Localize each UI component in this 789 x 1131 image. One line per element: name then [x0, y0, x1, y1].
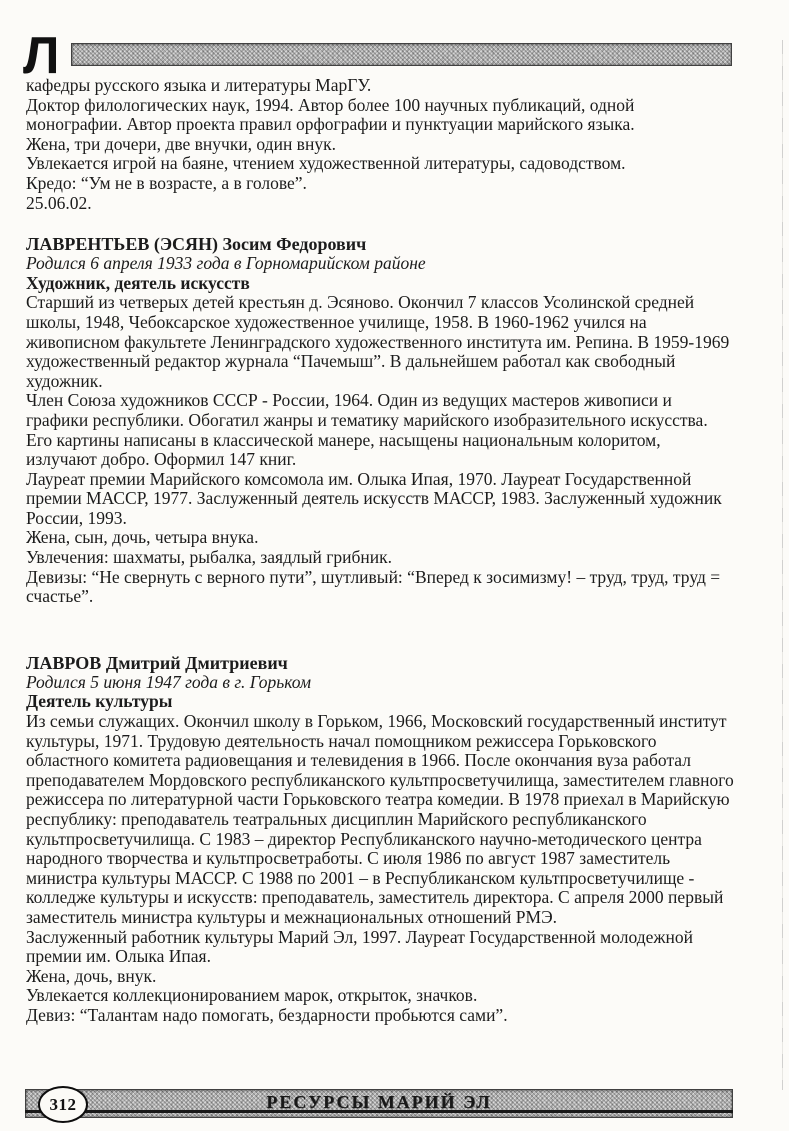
entry-name: ЛАВРЕНТЬЕВ (ЭСЯН) Зосим Федорович: [26, 234, 367, 255]
entry-paragraph: Лауреат премии Марийского комсомола им. Олыка Ипая, 1970. Лауреат Государственной премии МАССР, 1977. Заслуженный деятель искусств МАССР, 1983. Заслуженный художник России, 1993.: [26, 468, 722, 528]
body-line: кафедры русского языка и литературы МарГУ.: [26, 75, 372, 95]
entry-paragraph: Жена, сын, дочь, четыра внука.: [26, 527, 259, 548]
entry-paragraph: Увлекается коллекционированием марок, открыток, значков.: [26, 985, 478, 1006]
page-content: [26, 76, 734, 1026]
entry-paragraph: Из семьи служащих. Окончил школу в Горьком, 1966, Московский государственный институт культуры, 1971. Трудовую деятельность начал помощником режиссера Горьковского областного комитета радиовещания и телевидения в 1966. После окончания вуза работал преподавателем Мордовского республиканского культпросветучилища, заместителем главного режиссера по литературной части Горьковского театра комедии. В 1978 приехал в Марийскую республику: преподаватель театральных дисциплин Марийского республиканского культпросветучилища. С 1983 – директор Республиканского научно-методического центра народного творчества и культпросветработы. С июля 1986 по август 1987 заместитель министра культуры МАССР. С 1988 по 2001 – в Республиканском культпросветучилище - колледже культуры и искусств: преподаватель, заместитель директора. С апреля 2000 первый заместитель министра культуры и межнациональных отношений РМЭ.: [26, 711, 734, 927]
entry-paragraph: Увлечения: шахматы, рыбалка, заядлый грибник.: [26, 547, 393, 568]
section-divider-bar: [71, 43, 732, 66]
body-line: Кредо: “Ум не в возрасте, а в голове”.: [26, 172, 307, 193]
entry-paragraph: Девизы: “Не свернуть с верного пути”, шутливый: “Вперед к зосимизму! – труд, труд, труд = счастье”.: [26, 566, 721, 607]
entry-name: ЛАВРОВ Дмитрий Дмитриевич: [26, 652, 288, 673]
entry-paragraph: Заслуженный работник культуры Марий Эл, 1997. Лауреат Государственной молодежной премии им. Олыка Ипая.: [26, 926, 693, 967]
entry-birth-line: Родился 5 июня 1947 года в г. Горьком: [26, 671, 312, 692]
entry-lavrov: [26, 653, 734, 1026]
entry-paragraph: Девиз: “Талантам надо помогать, бездарности пробьются сами”.: [26, 1004, 508, 1025]
footer-bar: [25, 1089, 733, 1118]
page-number: 312: [49, 1094, 77, 1114]
entry-role-line: Деятель культуры: [26, 691, 173, 712]
body-line: 25.06.02.: [26, 192, 92, 213]
entry-paragraph: Жена, дочь, внук.: [26, 965, 157, 986]
entry-continuation: [26, 76, 734, 213]
page-number-badge: [38, 1086, 88, 1123]
scan-artifact-line: [782, 40, 784, 1090]
entry-lavrentev: [26, 234, 734, 607]
entry-paragraph: Член Союза художников СССР - России, 1964. Один из ведущих мастеров живописи и графики республики. Обогатил жанры и тематику марийского изобразительного искусства. Его картины написаны в классической манере, насыщены национальным колоритом, излучают добро. Оформил 147 книг.: [26, 390, 708, 470]
entry-role-line: Художник, деятель искусств: [26, 272, 250, 293]
body-line: Жена, три дочери, две внучки, один внук.: [26, 133, 336, 154]
body-line: Увлекается игрой на баяне, чтением художественной литературы, садоводством.: [26, 153, 626, 174]
section-letter: Л: [23, 27, 59, 85]
body-line: Доктор филологических наук, 1994. Автор более 100 научных публикаций, одной монографии. Автор проекта правил орфографии и пунктуации марийского языка.: [26, 94, 635, 135]
footer-title: РЕСУРСЫ МАРИЙ ЭЛ: [266, 1092, 492, 1112]
entry-birth-line: Родился 6 апреля 1933 года в Горномарийском районе: [26, 253, 426, 274]
entry-paragraph: Старший из четверых детей крестьян д. Эсяново. Окончил 7 классов Усолинской средней школы, 1948, Чебоксарское художественное училище, 1958. В 1960-1962 учился на живописном факультете Ленинградского художественного института им. Репина. В 1959-1969 художественный редактор журнала “Пачемыш”. В дальнейшем работал как свободный художник.: [26, 292, 730, 391]
